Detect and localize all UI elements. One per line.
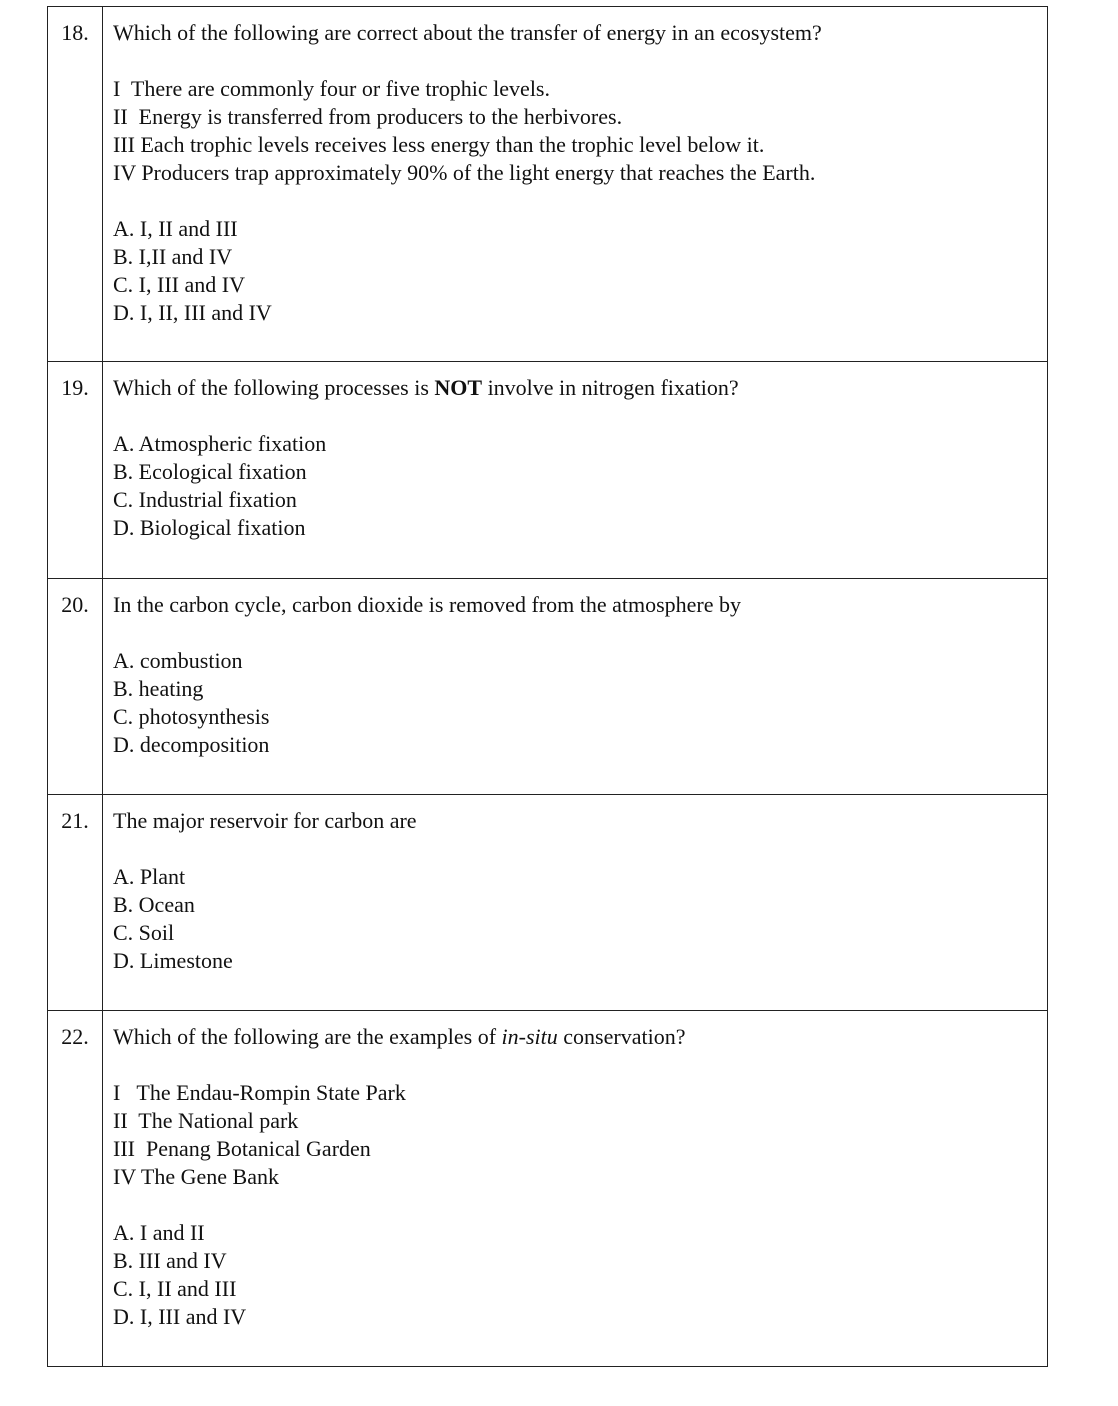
question-row	[48, 1011, 1048, 1367]
question-table	[47, 6, 1048, 1367]
answer-option: A. Plant	[113, 864, 186, 889]
statement: II The National park	[113, 1108, 299, 1133]
question-number: 19.	[48, 362, 103, 579]
statement: IV Producers trap approximately 90% of the light energy that reaches the Earth.	[113, 160, 816, 185]
question-row	[48, 7, 1048, 362]
question-row	[48, 362, 1048, 579]
question-row	[48, 795, 1048, 1011]
answer-option: C. I, III and IV	[113, 272, 245, 297]
answer-option: B. III and IV	[113, 1248, 227, 1273]
answer-option: D. Biological fixation	[113, 515, 306, 540]
question-text-part: The major reservoir for carbon are	[113, 808, 417, 833]
question-number: 21.	[48, 795, 103, 1011]
spacer	[113, 835, 1037, 863]
answer-option: A. Atmospheric fixation	[113, 431, 327, 456]
spacer	[113, 1051, 1037, 1079]
question-content	[103, 362, 1048, 579]
answer-option: D. decomposition	[113, 732, 270, 757]
question-number: 22.	[48, 1011, 103, 1367]
question-number: 20.	[48, 579, 103, 795]
statement: I There are commonly four or five trophic levels.	[113, 76, 550, 101]
statement: II Energy is transferred from producers to the herbivores.	[113, 104, 623, 129]
answer-option: C. I, II and III	[113, 1276, 237, 1301]
answer-option: B. Ocean	[113, 892, 195, 917]
spacer	[113, 187, 1037, 215]
answer-option: B. heating	[113, 676, 204, 701]
statement: IV The Gene Bank	[113, 1164, 279, 1189]
answer-option: D. Limestone	[113, 948, 233, 973]
question-number: 18.	[48, 7, 103, 362]
question-content	[103, 7, 1048, 362]
answer-option: A. I and II	[113, 1220, 205, 1245]
statement: III Each trophic levels receives less energy than the trophic level below it.	[113, 132, 765, 157]
question-text	[113, 591, 1037, 619]
answer-option: B. Ecological fixation	[113, 459, 307, 484]
question-text-part: conservation?	[557, 1024, 686, 1049]
spacer	[113, 619, 1037, 647]
answer-option: A. combustion	[113, 648, 243, 673]
answer-option: A. I, II and III	[113, 216, 238, 241]
question-text-part: In the carbon cycle, carbon dioxide is removed from the atmosphere by	[113, 592, 741, 617]
question-content	[103, 1011, 1048, 1367]
question-text	[113, 19, 1037, 47]
answer-option: D. I, II, III and IV	[113, 300, 272, 325]
question-text-part: Which of the following are correct about the transfer of energy in an ecosystem?	[113, 20, 822, 45]
statement: III Penang Botanical Garden	[113, 1136, 371, 1161]
answer-option: B. I,II and IV	[113, 244, 233, 269]
question-text	[113, 1023, 1037, 1051]
question-content	[103, 579, 1048, 795]
emphasis-text: NOT	[434, 375, 483, 400]
question-row	[48, 579, 1048, 795]
statement: I The Endau-Rompin State Park	[113, 1080, 406, 1105]
answer-option: C. Industrial fixation	[113, 487, 297, 512]
question-content	[103, 795, 1048, 1011]
question-text	[113, 374, 1037, 402]
answer-option: C. photosynthesis	[113, 704, 270, 729]
answer-option: D. I, III and IV	[113, 1304, 247, 1329]
question-text-part: Which of the following are the examples of	[113, 1024, 502, 1049]
answer-option: C. Soil	[113, 920, 175, 945]
spacer	[113, 402, 1037, 430]
italic-term: in-situ	[501, 1024, 558, 1049]
spacer	[113, 47, 1037, 75]
question-text-part: Which of the following processes is	[113, 375, 435, 400]
question-text	[113, 807, 1037, 835]
spacer	[113, 1191, 1037, 1219]
question-text-part: involve in nitrogen fixation?	[482, 375, 739, 400]
